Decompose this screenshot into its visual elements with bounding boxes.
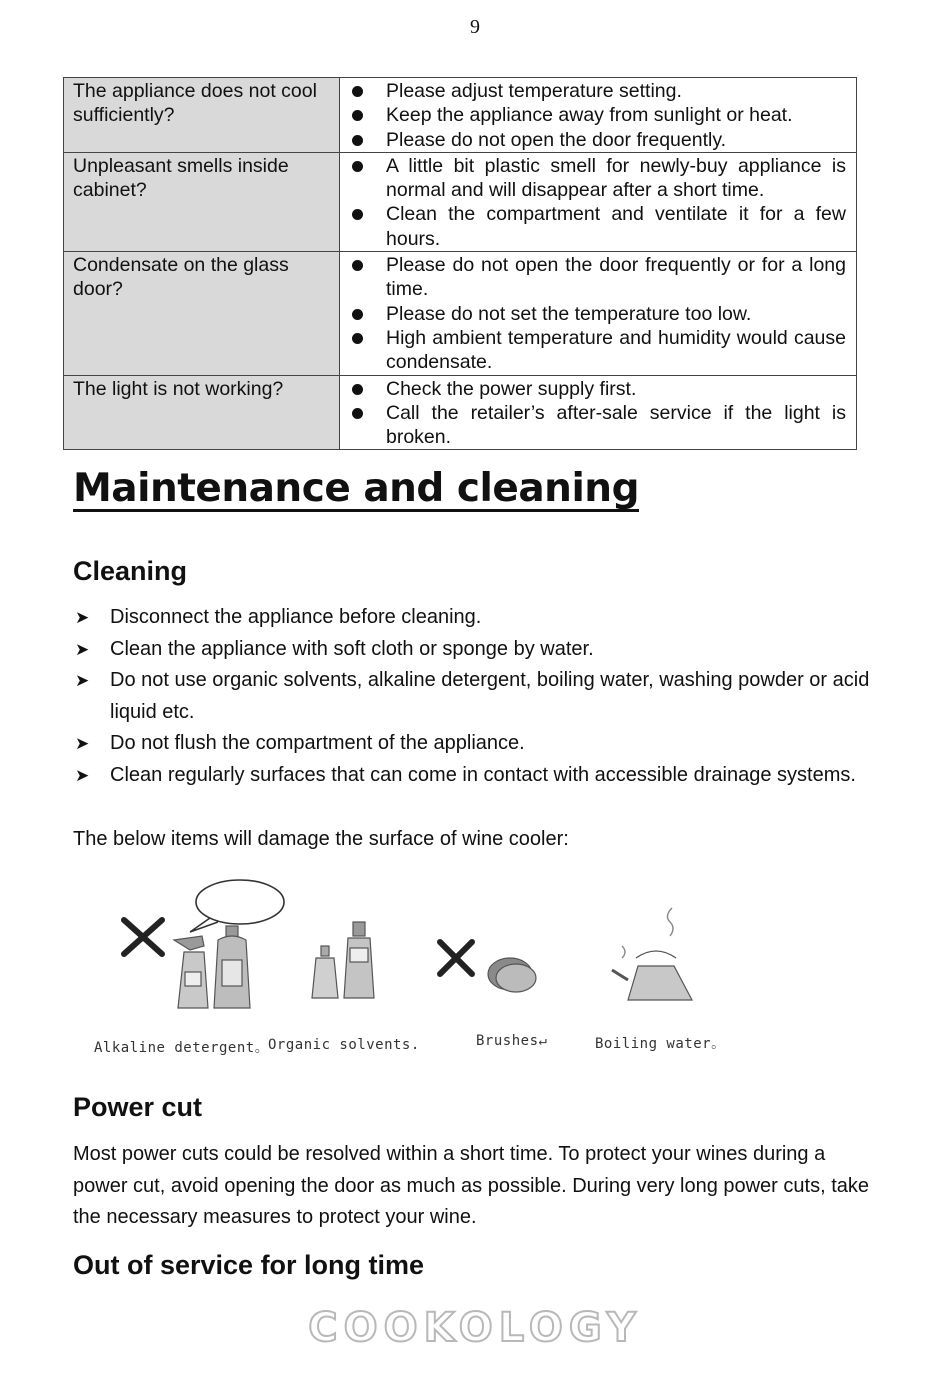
alkaline-detergent-label: Alkaline detergent。 xyxy=(94,1040,270,1056)
detergent-bottle-icon xyxy=(214,926,250,1008)
bullet-icon xyxy=(352,110,363,121)
answer-item: Please do not open the door frequently or for a long time. xyxy=(386,253,846,302)
answer-item: Call the retailer’s after-sale service if the light is broken. xyxy=(386,401,846,450)
bullet-icon xyxy=(352,161,363,172)
page-number: 9 xyxy=(470,16,480,38)
trouble-answers xyxy=(340,252,857,375)
bullet-icon xyxy=(352,135,363,146)
table-row xyxy=(64,252,857,375)
arrow-bullet-icon: ➤ xyxy=(75,734,90,754)
brush-sponge-icon xyxy=(488,958,536,992)
answer-item: Check the power supply first. xyxy=(386,377,846,401)
damage-items-drawing xyxy=(90,870,730,1030)
bullet-icon xyxy=(352,384,363,395)
solvent-bottle-icon xyxy=(344,922,374,998)
cleaning-title: Cleaning xyxy=(73,556,188,586)
table-row xyxy=(64,78,857,153)
list-item: ➤ Disconnect the appliance before cleaning. xyxy=(73,602,873,634)
trouble-question: The light is not working? xyxy=(64,375,340,450)
arrow-bullet-icon: ➤ xyxy=(75,765,90,785)
kettle-icon xyxy=(612,951,692,1000)
small-bottle-icon xyxy=(312,946,338,998)
steam-icon xyxy=(622,908,673,958)
brand-logo: COOKOLOGY xyxy=(308,1305,642,1351)
answer-item: Please adjust temperature setting. xyxy=(386,79,846,103)
arrow-bullet-icon: ➤ xyxy=(75,671,90,691)
list-item: ➤ Clean regularly surfaces that can come in contact with accessible drainage systems. xyxy=(73,760,873,792)
trouble-answers xyxy=(340,152,857,251)
arrow-bullet-icon: ➤ xyxy=(75,639,90,659)
bullet-icon xyxy=(352,333,363,344)
out-of-service-title: Out of service for long time xyxy=(73,1250,425,1280)
trouble-answers xyxy=(340,375,857,450)
speech-bubble-icon xyxy=(190,880,284,932)
answer-item: Please do not set the temperature too low. xyxy=(386,302,846,326)
troubleshooting-table xyxy=(63,77,857,450)
table-row xyxy=(64,152,857,251)
trouble-answers xyxy=(340,78,857,153)
brushes-label: Brushes↵ xyxy=(476,1033,548,1049)
power-cut-text: Most power cuts could be resolved within a short time. To protect your wines during a power cut, avoid opening the door as much as possible. During very long power cuts, take the necessary measures to protect your wine. xyxy=(73,1143,869,1229)
cleaning-list xyxy=(73,602,873,792)
table-row xyxy=(64,375,857,450)
bullet-icon xyxy=(352,260,363,271)
section-heading: Maintenance and cleaning xyxy=(73,466,639,511)
cross-icon xyxy=(440,942,472,974)
spray-bottle-icon xyxy=(174,936,208,1008)
list-item: ➤ Do not use organic solvents, alkaline detergent, boiling water, washing powder or acid liquid etc. xyxy=(73,665,873,728)
trouble-question: Condensate on the glass door? xyxy=(64,252,340,375)
answer-item: A little bit plastic smell for newly-buy appliance is normal and will disappear after a short time. xyxy=(386,154,846,203)
trouble-question: The appliance does not cool sufficiently? xyxy=(64,78,340,153)
list-item: ➤ Do not flush the compartment of the appliance. xyxy=(73,728,873,760)
cross-icon xyxy=(124,920,162,954)
power-cut-title: Power cut xyxy=(73,1092,203,1122)
damage-illustration xyxy=(90,870,730,1060)
bullet-icon xyxy=(352,309,363,320)
bullet-icon xyxy=(352,209,363,220)
answer-item: Clean the compartment and ventilate it for a few hours. xyxy=(386,202,846,251)
organic-solvents-label: Organic solvents. xyxy=(268,1037,420,1053)
answer-item: Keep the appliance away from sunlight or heat. xyxy=(386,103,846,127)
boiling-water-label: Boiling water。 xyxy=(595,1036,726,1052)
list-item: ➤ Clean the appliance with soft cloth or sponge by water. xyxy=(73,634,873,666)
bullet-icon xyxy=(352,408,363,419)
answer-item: High ambient temperature and humidity would cause condensate. xyxy=(386,326,846,375)
arrow-bullet-icon: ➤ xyxy=(75,608,90,627)
bullet-icon xyxy=(352,86,363,97)
answer-item: Please do not open the door frequently. xyxy=(386,128,846,152)
trouble-question: Unpleasant smells inside cabinet? xyxy=(64,152,340,251)
damage-intro: The below items will damage the surface of wine cooler: xyxy=(73,828,569,850)
